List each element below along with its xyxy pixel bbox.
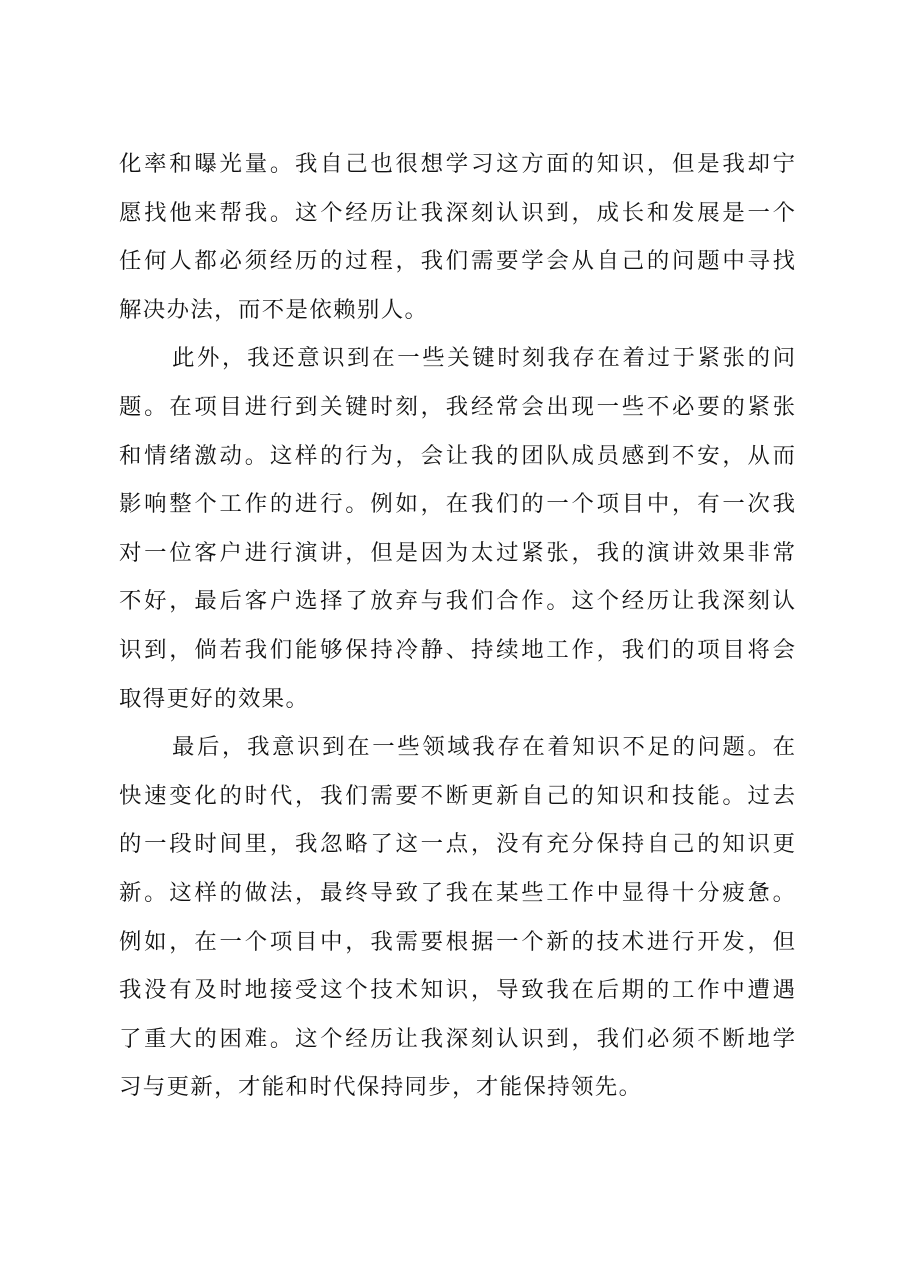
text-line: 解决办法，而不是依赖别人。 xyxy=(119,296,429,323)
text-line: 影响整个工作的进行。例如，在我们的一个项目中，有一次我 xyxy=(119,491,795,518)
text-line: 任何人都必须经历的过程，我们需要学会从自己的问题中寻找 xyxy=(119,248,795,275)
text-line: 化率和曝光量。我自己也很想学习这方面的知识，但是我却宁 xyxy=(119,151,795,177)
text-line: 的一段时间里，我忽略了这一点，没有充分保持自己的知识更 xyxy=(119,831,795,858)
text-line: 我没有及时地接受这个技术知识，导致我在后期的工作中遭遇 xyxy=(119,977,795,1004)
text-line: 最后，我意识到在一些领域我存在着知识不足的问题。在 xyxy=(172,734,795,761)
text-line: 愿找他来帮我。这个经历让我深刻认识到，成长和发展是一个 xyxy=(119,199,795,226)
text-line: 新。这样的做法，最终导致了我在某些工作中显得十分疲惫。 xyxy=(119,879,795,906)
text-line: 例如，在一个项目中，我需要根据一个新的技术进行开发，但 xyxy=(119,928,795,955)
text-line: 了重大的困难。这个经历让我深刻认识到，我们必须不断地学 xyxy=(119,1025,795,1052)
text-line: 快速变化的时代，我们需要不断更新自己的知识和技能。过去 xyxy=(119,782,795,809)
text-line: 对一位客户进行演讲，但是因为太过紧张，我的演讲效果非常 xyxy=(119,539,795,566)
text-line: 识到，倘若我们能够保持冷静、持续地工作，我们的项目将会 xyxy=(119,636,795,663)
body-text xyxy=(119,140,795,1112)
paragraph-3 xyxy=(119,723,795,1112)
text-line: 题。在项目进行到关键时刻，我经常会出现一些不必要的紧张 xyxy=(119,393,795,420)
paragraph-1 xyxy=(119,140,795,334)
text-line: 此外，我还意识到在一些关键时刻我存在着过于紧张的问 xyxy=(172,345,795,372)
text-line: 和情绪激动。这样的行为，会让我的团队成员感到不安，从而 xyxy=(119,442,795,469)
text-line: 取得更好的效果。 xyxy=(119,685,310,712)
text-line: 习与更新，才能和时代保持同步，才能保持领先。 xyxy=(119,1074,643,1101)
text-line: 不好，最后客户选择了放弃与我们合作。这个经历让我深刻认 xyxy=(119,588,795,615)
paragraph-2 xyxy=(119,334,795,723)
